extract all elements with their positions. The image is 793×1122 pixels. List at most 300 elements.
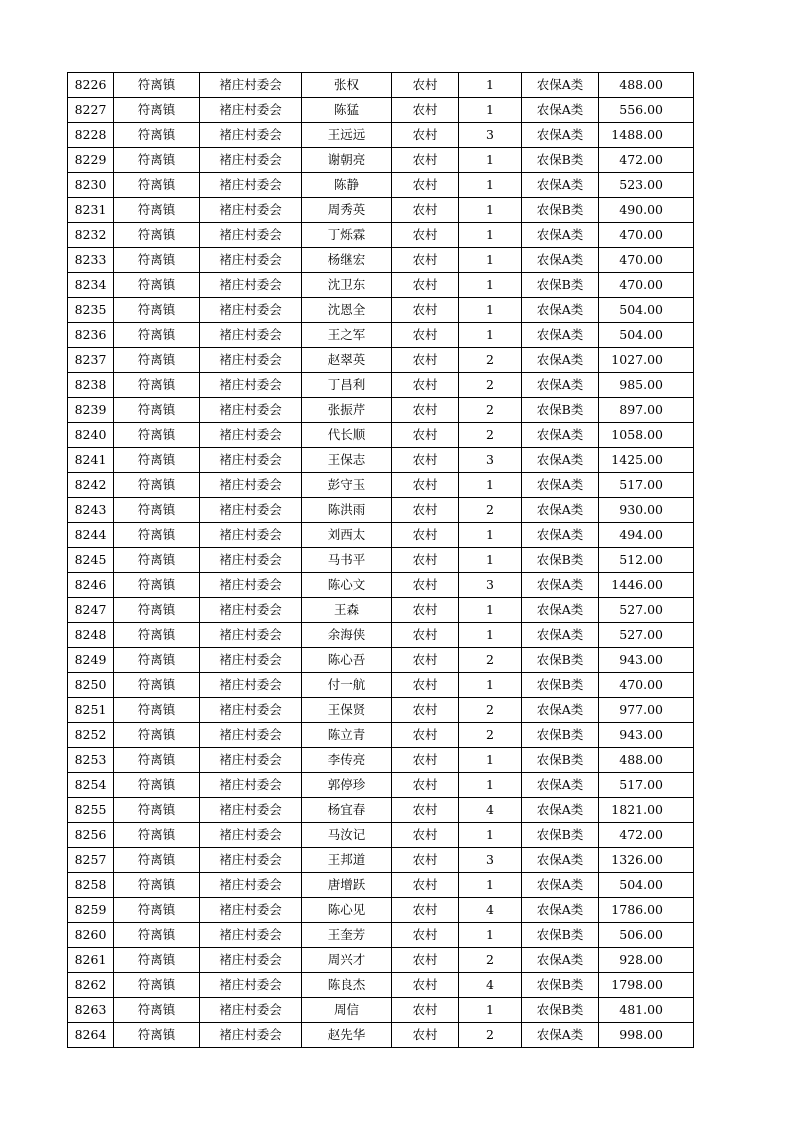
cell-insurance-class: 农保A类 [522, 323, 599, 348]
cell-village-committee: 褚庄村委会 [200, 148, 302, 173]
cell-amount: 943.00 [599, 723, 694, 748]
cell-area-type: 农村 [392, 423, 459, 448]
cell-row-number: 8229 [68, 148, 114, 173]
cell-household-count: 2 [459, 723, 522, 748]
cell-village-committee: 褚庄村委会 [200, 423, 302, 448]
cell-person-name: 周秀英 [302, 198, 392, 223]
cell-person-name: 张振芹 [302, 398, 392, 423]
cell-area-type: 农村 [392, 1023, 459, 1048]
cell-insurance-class: 农保A类 [522, 223, 599, 248]
cell-village-committee: 褚庄村委会 [200, 298, 302, 323]
cell-row-number: 8237 [68, 348, 114, 373]
cell-insurance-class: 农保A类 [522, 473, 599, 498]
cell-town: 符离镇 [114, 498, 200, 523]
cell-person-name: 张权 [302, 73, 392, 98]
cell-village-committee: 褚庄村委会 [200, 923, 302, 948]
cell-household-count: 1 [459, 748, 522, 773]
cell-amount: 943.00 [599, 648, 694, 673]
table-row [68, 473, 694, 498]
cell-area-type: 农村 [392, 473, 459, 498]
cell-row-number: 8246 [68, 573, 114, 598]
cell-amount: 504.00 [599, 873, 694, 898]
cell-household-count: 1 [459, 323, 522, 348]
cell-area-type: 农村 [392, 848, 459, 873]
cell-person-name: 马书平 [302, 548, 392, 573]
cell-area-type: 农村 [392, 673, 459, 698]
cell-insurance-class: 农保A类 [522, 98, 599, 123]
cell-village-committee: 褚庄村委会 [200, 598, 302, 623]
cell-household-count: 3 [459, 848, 522, 873]
cell-village-committee: 褚庄村委会 [200, 698, 302, 723]
cell-row-number: 8228 [68, 123, 114, 148]
cell-row-number: 8261 [68, 948, 114, 973]
cell-town: 符离镇 [114, 148, 200, 173]
cell-person-name: 周信 [302, 998, 392, 1023]
cell-row-number: 8243 [68, 498, 114, 523]
cell-amount: 472.00 [599, 823, 694, 848]
cell-village-committee: 褚庄村委会 [200, 998, 302, 1023]
cell-insurance-class: 农保A类 [522, 348, 599, 373]
cell-insurance-class: 农保A类 [522, 948, 599, 973]
cell-row-number: 8233 [68, 248, 114, 273]
cell-person-name: 沈恩全 [302, 298, 392, 323]
cell-insurance-class: 农保A类 [522, 73, 599, 98]
table-row [68, 323, 694, 348]
table-row [68, 248, 694, 273]
cell-village-committee: 褚庄村委会 [200, 98, 302, 123]
cell-household-count: 1 [459, 148, 522, 173]
cell-village-committee: 褚庄村委会 [200, 623, 302, 648]
cell-town: 符离镇 [114, 873, 200, 898]
cell-amount: 494.00 [599, 523, 694, 548]
cell-village-committee: 褚庄村委会 [200, 173, 302, 198]
cell-area-type: 农村 [392, 948, 459, 973]
cell-row-number: 8232 [68, 223, 114, 248]
cell-person-name: 丁昌利 [302, 373, 392, 398]
cell-household-count: 1 [459, 823, 522, 848]
table-row [68, 198, 694, 223]
cell-person-name: 杨继宏 [302, 248, 392, 273]
cell-town: 符离镇 [114, 698, 200, 723]
cell-town: 符离镇 [114, 473, 200, 498]
table-row [68, 273, 694, 298]
cell-insurance-class: 农保A类 [522, 123, 599, 148]
cell-village-committee: 褚庄村委会 [200, 873, 302, 898]
cell-amount: 930.00 [599, 498, 694, 523]
table-row [68, 98, 694, 123]
cell-area-type: 农村 [392, 573, 459, 598]
cell-town: 符离镇 [114, 1023, 200, 1048]
cell-town: 符离镇 [114, 523, 200, 548]
table-row [68, 623, 694, 648]
cell-person-name: 陈心文 [302, 573, 392, 598]
cell-town: 符离镇 [114, 598, 200, 623]
cell-insurance-class: 农保B类 [522, 723, 599, 748]
cell-insurance-class: 农保B类 [522, 398, 599, 423]
table-row [68, 673, 694, 698]
cell-row-number: 8263 [68, 998, 114, 1023]
cell-person-name: 王远远 [302, 123, 392, 148]
cell-household-count: 1 [459, 773, 522, 798]
cell-town: 符离镇 [114, 373, 200, 398]
cell-person-name: 陈静 [302, 173, 392, 198]
cell-household-count: 2 [459, 498, 522, 523]
table-body [68, 73, 694, 1048]
cell-row-number: 8236 [68, 323, 114, 348]
cell-person-name: 周兴才 [302, 948, 392, 973]
table-row [68, 898, 694, 923]
cell-amount: 504.00 [599, 323, 694, 348]
cell-insurance-class: 农保A类 [522, 248, 599, 273]
cell-amount: 527.00 [599, 598, 694, 623]
cell-area-type: 农村 [392, 248, 459, 273]
table-row [68, 973, 694, 998]
cell-amount: 527.00 [599, 623, 694, 648]
cell-amount: 928.00 [599, 948, 694, 973]
cell-amount: 470.00 [599, 248, 694, 273]
cell-town: 符离镇 [114, 198, 200, 223]
cell-town: 符离镇 [114, 673, 200, 698]
table-row [68, 423, 694, 448]
cell-village-committee: 褚庄村委会 [200, 1023, 302, 1048]
cell-insurance-class: 农保A类 [522, 798, 599, 823]
cell-town: 符离镇 [114, 223, 200, 248]
cell-row-number: 8259 [68, 898, 114, 923]
cell-amount: 556.00 [599, 98, 694, 123]
cell-amount: 470.00 [599, 273, 694, 298]
cell-insurance-class: 农保B类 [522, 273, 599, 298]
cell-household-count: 1 [459, 548, 522, 573]
cell-row-number: 8262 [68, 973, 114, 998]
cell-village-committee: 褚庄村委会 [200, 248, 302, 273]
cell-household-count: 2 [459, 373, 522, 398]
cell-town: 符离镇 [114, 973, 200, 998]
cell-row-number: 8253 [68, 748, 114, 773]
cell-household-count: 4 [459, 798, 522, 823]
cell-household-count: 2 [459, 423, 522, 448]
cell-insurance-class: 农保B类 [522, 648, 599, 673]
cell-town: 符离镇 [114, 773, 200, 798]
cell-household-count: 1 [459, 623, 522, 648]
table-row [68, 798, 694, 823]
cell-row-number: 8240 [68, 423, 114, 448]
cell-household-count: 3 [459, 573, 522, 598]
cell-town: 符离镇 [114, 348, 200, 373]
table-row [68, 573, 694, 598]
cell-household-count: 1 [459, 598, 522, 623]
cell-village-committee: 褚庄村委会 [200, 523, 302, 548]
cell-town: 符离镇 [114, 798, 200, 823]
cell-village-committee: 褚庄村委会 [200, 848, 302, 873]
cell-area-type: 农村 [392, 198, 459, 223]
cell-amount: 517.00 [599, 773, 694, 798]
cell-person-name: 沈卫东 [302, 273, 392, 298]
cell-town: 符离镇 [114, 548, 200, 573]
cell-household-count: 1 [459, 873, 522, 898]
cell-row-number: 8238 [68, 373, 114, 398]
cell-village-committee: 褚庄村委会 [200, 473, 302, 498]
cell-household-count: 2 [459, 648, 522, 673]
cell-village-committee: 褚庄村委会 [200, 448, 302, 473]
cell-household-count: 2 [459, 1023, 522, 1048]
cell-village-committee: 褚庄村委会 [200, 198, 302, 223]
cell-person-name: 代长顺 [302, 423, 392, 448]
cell-village-committee: 褚庄村委会 [200, 398, 302, 423]
cell-household-count: 2 [459, 948, 522, 973]
cell-village-committee: 褚庄村委会 [200, 973, 302, 998]
cell-row-number: 8227 [68, 98, 114, 123]
table-row [68, 298, 694, 323]
cell-row-number: 8234 [68, 273, 114, 298]
cell-row-number: 8230 [68, 173, 114, 198]
cell-person-name: 陈心吾 [302, 648, 392, 673]
cell-person-name: 马汝记 [302, 823, 392, 848]
cell-person-name: 王邦道 [302, 848, 392, 873]
cell-row-number: 8244 [68, 523, 114, 548]
cell-household-count: 1 [459, 923, 522, 948]
cell-amount: 1786.00 [599, 898, 694, 923]
cell-amount: 472.00 [599, 148, 694, 173]
cell-household-count: 2 [459, 348, 522, 373]
cell-area-type: 农村 [392, 123, 459, 148]
cell-row-number: 8242 [68, 473, 114, 498]
cell-area-type: 农村 [392, 98, 459, 123]
table-row [68, 373, 694, 398]
cell-row-number: 8254 [68, 773, 114, 798]
cell-person-name: 王之军 [302, 323, 392, 348]
cell-insurance-class: 农保A类 [522, 873, 599, 898]
cell-person-name: 陈心见 [302, 898, 392, 923]
cell-area-type: 农村 [392, 973, 459, 998]
cell-insurance-class: 农保B类 [522, 823, 599, 848]
table-row [68, 148, 694, 173]
cell-insurance-class: 农保B类 [522, 923, 599, 948]
cell-town: 符离镇 [114, 173, 200, 198]
cell-area-type: 农村 [392, 273, 459, 298]
cell-insurance-class: 农保A类 [522, 698, 599, 723]
cell-insurance-class: 农保B类 [522, 198, 599, 223]
cell-amount: 985.00 [599, 373, 694, 398]
table-row [68, 348, 694, 373]
cell-amount: 488.00 [599, 748, 694, 773]
cell-town: 符离镇 [114, 123, 200, 148]
cell-area-type: 农村 [392, 73, 459, 98]
cell-town: 符离镇 [114, 298, 200, 323]
cell-amount: 1027.00 [599, 348, 694, 373]
cell-village-committee: 褚庄村委会 [200, 548, 302, 573]
cell-household-count: 2 [459, 698, 522, 723]
cell-person-name: 余海侠 [302, 623, 392, 648]
cell-household-count: 4 [459, 973, 522, 998]
cell-area-type: 农村 [392, 598, 459, 623]
cell-insurance-class: 农保B类 [522, 973, 599, 998]
cell-town: 符离镇 [114, 648, 200, 673]
table-row [68, 748, 694, 773]
cell-row-number: 8247 [68, 598, 114, 623]
cell-row-number: 8257 [68, 848, 114, 873]
cell-village-committee: 褚庄村委会 [200, 748, 302, 773]
cell-row-number: 8255 [68, 798, 114, 823]
cell-area-type: 农村 [392, 373, 459, 398]
cell-row-number: 8231 [68, 198, 114, 223]
cell-amount: 1425.00 [599, 448, 694, 473]
cell-village-committee: 褚庄村委会 [200, 123, 302, 148]
cell-household-count: 1 [459, 248, 522, 273]
cell-amount: 512.00 [599, 548, 694, 573]
table-row [68, 723, 694, 748]
cell-village-committee: 褚庄村委会 [200, 573, 302, 598]
cell-village-committee: 褚庄村委会 [200, 723, 302, 748]
cell-insurance-class: 农保A类 [522, 298, 599, 323]
cell-household-count: 1 [459, 298, 522, 323]
cell-row-number: 8258 [68, 873, 114, 898]
table-row [68, 648, 694, 673]
cell-person-name: 王奎芳 [302, 923, 392, 948]
cell-row-number: 8250 [68, 673, 114, 698]
cell-household-count: 1 [459, 523, 522, 548]
cell-village-committee: 褚庄村委会 [200, 373, 302, 398]
cell-area-type: 农村 [392, 223, 459, 248]
cell-amount: 1488.00 [599, 123, 694, 148]
cell-person-name: 陈良杰 [302, 973, 392, 998]
cell-town: 符离镇 [114, 948, 200, 973]
cell-town: 符离镇 [114, 623, 200, 648]
cell-row-number: 8235 [68, 298, 114, 323]
cell-person-name: 刘西太 [302, 523, 392, 548]
cell-town: 符离镇 [114, 98, 200, 123]
cell-area-type: 农村 [392, 723, 459, 748]
cell-row-number: 8226 [68, 73, 114, 98]
cell-town: 符离镇 [114, 273, 200, 298]
cell-village-committee: 褚庄村委会 [200, 323, 302, 348]
cell-person-name: 谢朝亮 [302, 148, 392, 173]
allowance-table [67, 72, 694, 1048]
cell-insurance-class: 农保A类 [522, 848, 599, 873]
table-row [68, 498, 694, 523]
cell-area-type: 农村 [392, 448, 459, 473]
cell-row-number: 8252 [68, 723, 114, 748]
table-row [68, 923, 694, 948]
cell-amount: 1798.00 [599, 973, 694, 998]
cell-amount: 504.00 [599, 298, 694, 323]
cell-insurance-class: 农保A类 [522, 898, 599, 923]
cell-person-name: 付一航 [302, 673, 392, 698]
cell-area-type: 农村 [392, 398, 459, 423]
table-row [68, 873, 694, 898]
cell-row-number: 8249 [68, 648, 114, 673]
cell-household-count: 1 [459, 198, 522, 223]
cell-amount: 977.00 [599, 698, 694, 723]
table-row [68, 848, 694, 873]
cell-village-committee: 褚庄村委会 [200, 673, 302, 698]
cell-village-committee: 褚庄村委会 [200, 498, 302, 523]
table-row [68, 773, 694, 798]
cell-insurance-class: 农保A类 [522, 573, 599, 598]
cell-household-count: 3 [459, 123, 522, 148]
cell-town: 符离镇 [114, 723, 200, 748]
table-row [68, 398, 694, 423]
cell-area-type: 农村 [392, 998, 459, 1023]
table-row [68, 173, 694, 198]
cell-village-committee: 褚庄村委会 [200, 773, 302, 798]
cell-insurance-class: 农保A类 [522, 598, 599, 623]
cell-area-type: 农村 [392, 923, 459, 948]
cell-row-number: 8251 [68, 698, 114, 723]
cell-person-name: 李传亮 [302, 748, 392, 773]
cell-insurance-class: 农保A类 [522, 1023, 599, 1048]
cell-person-name: 陈洪雨 [302, 498, 392, 523]
cell-town: 符离镇 [114, 823, 200, 848]
cell-insurance-class: 农保B类 [522, 148, 599, 173]
table-row [68, 223, 694, 248]
cell-household-count: 1 [459, 998, 522, 1023]
cell-row-number: 8256 [68, 823, 114, 848]
cell-household-count: 1 [459, 273, 522, 298]
cell-village-committee: 褚庄村委会 [200, 823, 302, 848]
cell-insurance-class: 农保B类 [522, 673, 599, 698]
cell-insurance-class: 农保A类 [522, 448, 599, 473]
cell-person-name: 唐增跃 [302, 873, 392, 898]
cell-insurance-class: 农保A类 [522, 498, 599, 523]
cell-amount: 1326.00 [599, 848, 694, 873]
cell-row-number: 8264 [68, 1023, 114, 1048]
cell-town: 符离镇 [114, 923, 200, 948]
cell-town: 符离镇 [114, 423, 200, 448]
cell-village-committee: 褚庄村委会 [200, 273, 302, 298]
cell-amount: 490.00 [599, 198, 694, 223]
cell-area-type: 农村 [392, 698, 459, 723]
table-row [68, 548, 694, 573]
cell-amount: 481.00 [599, 998, 694, 1023]
cell-area-type: 农村 [392, 898, 459, 923]
cell-village-committee: 褚庄村委会 [200, 948, 302, 973]
cell-area-type: 农村 [392, 648, 459, 673]
cell-row-number: 8245 [68, 548, 114, 573]
cell-area-type: 农村 [392, 523, 459, 548]
cell-row-number: 8248 [68, 623, 114, 648]
cell-amount: 523.00 [599, 173, 694, 198]
cell-town: 符离镇 [114, 573, 200, 598]
cell-insurance-class: 农保B类 [522, 998, 599, 1023]
cell-area-type: 农村 [392, 623, 459, 648]
cell-area-type: 农村 [392, 173, 459, 198]
cell-household-count: 1 [459, 673, 522, 698]
cell-area-type: 农村 [392, 823, 459, 848]
cell-insurance-class: 农保B类 [522, 548, 599, 573]
cell-household-count: 1 [459, 173, 522, 198]
cell-household-count: 2 [459, 398, 522, 423]
cell-village-committee: 褚庄村委会 [200, 223, 302, 248]
table-row [68, 698, 694, 723]
table-row [68, 73, 694, 98]
cell-amount: 506.00 [599, 923, 694, 948]
cell-insurance-class: 农保A类 [522, 173, 599, 198]
cell-amount: 1058.00 [599, 423, 694, 448]
cell-insurance-class: 农保A类 [522, 423, 599, 448]
cell-household-count: 1 [459, 473, 522, 498]
cell-household-count: 1 [459, 223, 522, 248]
cell-row-number: 8239 [68, 398, 114, 423]
cell-insurance-class: 农保B类 [522, 748, 599, 773]
cell-insurance-class: 农保A类 [522, 623, 599, 648]
table-row [68, 598, 694, 623]
cell-area-type: 农村 [392, 498, 459, 523]
cell-town: 符离镇 [114, 323, 200, 348]
cell-amount: 1821.00 [599, 798, 694, 823]
cell-amount: 470.00 [599, 673, 694, 698]
cell-town: 符离镇 [114, 248, 200, 273]
cell-person-name: 丁烁霖 [302, 223, 392, 248]
